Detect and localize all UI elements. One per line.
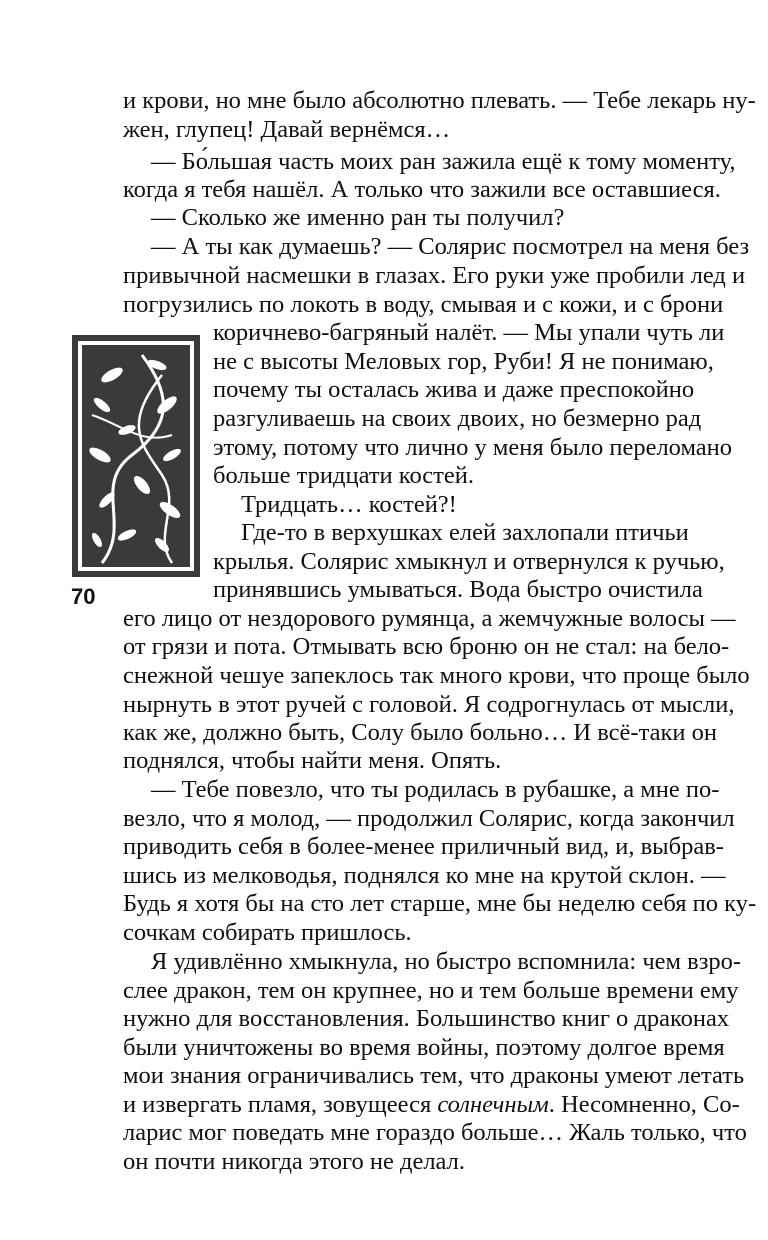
text-line: были уничтожены во время войны, поэтому долгое время (123, 1034, 725, 1061)
text-line: мои знания ограничивались тем, что драконы умеют летать (123, 1062, 745, 1089)
text-line: от грязи и пота. Отмывать всю броню он не стал: на бело- (123, 633, 730, 660)
text-line: не с высоты Меловых гор, Руби! Я не понимаю, (213, 348, 714, 375)
text-line: когда я тебя нашёл. А только что зажили все оставшиеся. (123, 176, 721, 203)
page-number: 70 (71, 584, 96, 609)
text-line: — А ты как думаешь? — Солярис посмотрел на меня без (151, 233, 750, 260)
text-line: ларис мог поведать мне гораздо больше… Жаль только, что (123, 1119, 747, 1146)
text-line: жен, глупец! Давай вернёмся… (123, 116, 451, 143)
text-line-with-italic (123, 1090, 740, 1120)
text-line: как же, должно быть, Солу было больно… И всё-таки он (123, 719, 717, 746)
text-line: — Сколько же именно ран ты получил? (151, 204, 565, 231)
text-line: нужно для восстановления. Большинство книг о драконах (123, 1005, 730, 1032)
text-line: везло, что я молод, — продолжил Солярис, когда закончил (123, 805, 735, 832)
text-line: Будь я хотя бы на сто лет старше, мне бы неделю себя по ку- (123, 890, 757, 917)
text-line: погрузились по локоть в воду, смывая и с кожи, и с брони (123, 291, 724, 318)
vine-leaves-frame-icon (72, 335, 200, 577)
text-line: нырнуть в этот ручей с головой. Я содрогнулась от мысли, (123, 691, 735, 718)
text-line: больше тридцати костей. (213, 462, 474, 489)
text-line: его лицо от нездорового румянца, а жемчужные волосы — (123, 605, 736, 632)
text-line: разгуливаешь на своих двоих, но безмерно рад (213, 405, 702, 432)
text-line: этому, потому что лично у меня было переломано (213, 434, 733, 461)
text-line: коричнево-багряный налёт. — Мы упали чуть ли (213, 319, 725, 346)
italic-word: солнечным (437, 1091, 549, 1118)
text-line: поднялся, чтобы найти меня. Опять. (123, 747, 502, 774)
text-line: почему ты осталась жива и даже преспокойно (213, 376, 695, 403)
text-segment: Несомненно, Со- (561, 1091, 740, 1118)
text-line: и крови, но мне было абсолютно плевать. — Тебе лекарь ну- (123, 87, 756, 114)
text-line: — Бо́льшая часть моих ран зажила ещё к тому моменту, (151, 148, 736, 175)
text-segment: . (548, 1091, 555, 1118)
text-line: приводить себя в более-менее приличный вид, и, выбрав- (123, 833, 724, 860)
text-line: привычной насмешки в глазах. Его руки уже пробили лед и (123, 262, 746, 289)
text-line: снежной чешуе запеклось так много крови, что проще было (123, 662, 750, 689)
text-line: шись из мелководья, поднялся ко мне на крутой склон. — (123, 862, 726, 889)
text-line: Тридцать… костей?! (241, 491, 457, 518)
text-segment: и извергать пламя, зовущееся (123, 1091, 438, 1118)
text-line: Где-то в верхушках елей захлопали птичьи (241, 519, 689, 546)
text-line: — Тебе повезло, что ты родилась в рубашке, а мне по- (151, 776, 720, 803)
text-line: Я удивлённо хмыкнула, но быстро вспомнила: чем взро- (151, 948, 742, 975)
text-line: сочкам собирать пришлось. (123, 919, 412, 946)
text-line: он почти никогда этого не делал. (123, 1148, 465, 1175)
text-line: крылья. Солярис хмыкнул и отвернулся к ручью, (213, 548, 725, 575)
text-line: принявшись умываться. Вода быстро очистила (213, 576, 703, 603)
text-line: слее дракон, тем он крупнее, но и тем больше времени ему (123, 977, 739, 1004)
